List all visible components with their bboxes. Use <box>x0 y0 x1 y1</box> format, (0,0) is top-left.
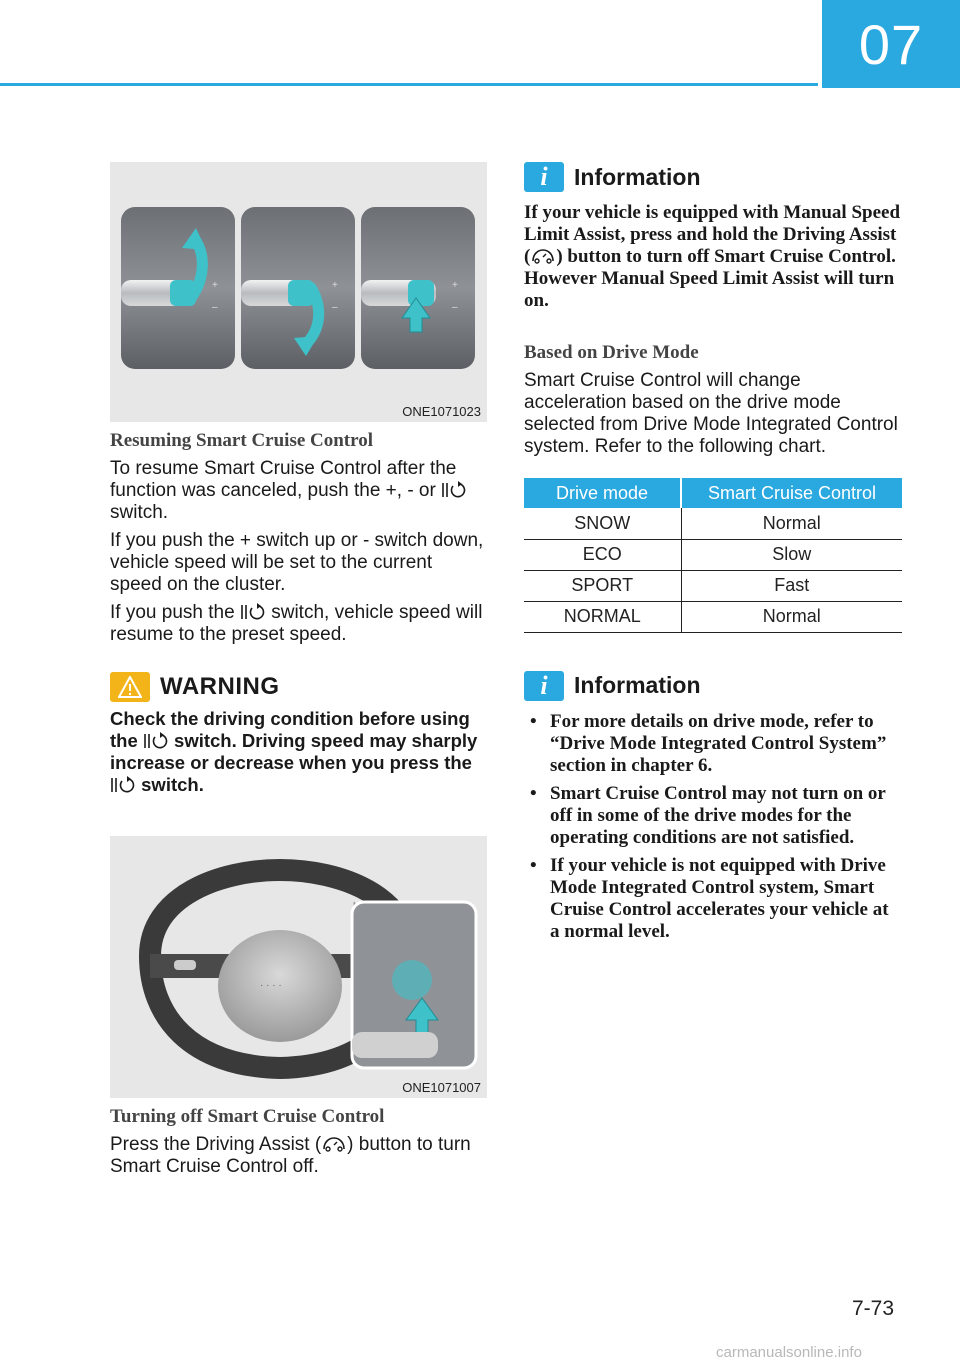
svg-text:+: + <box>212 280 218 291</box>
turn-off-paragraph: Press the Driving Assist ( ) button to turn Smart Cruise Control off. <box>110 1134 471 1177</box>
table-header-cell: Drive mode <box>524 478 681 508</box>
table-row <box>524 508 902 539</box>
drive-mode-heading: Based on Drive Mode <box>524 342 699 363</box>
table-cell: SNOW <box>524 508 681 539</box>
resume-paragraph-1: To resume Smart Cruise Control after the function was canceled, push the +, - or switch. <box>110 458 487 524</box>
switch-panel-press <box>361 207 475 369</box>
warning-header <box>110 672 487 702</box>
table-cell: ECO <box>524 539 681 570</box>
table-row <box>524 570 902 601</box>
page-number: 7-73 <box>852 1297 895 1320</box>
drive-mode-table <box>524 478 902 633</box>
table-row <box>524 539 902 570</box>
svg-text:· · · ·: · · · · <box>260 980 282 991</box>
svg-text:–: – <box>212 302 218 313</box>
steering-switch-illustration <box>110 162 487 422</box>
list-item: • Smart Cruise Control may not turn on or off in some of the drive modes for the operating conditions are not satisfied. <box>524 783 902 849</box>
chapter-tab: 07 <box>822 0 960 88</box>
switch-closeup <box>352 902 476 1068</box>
svg-text:+: + <box>452 280 458 291</box>
turn-off-heading: Turning off Smart Cruise Control <box>110 1106 385 1127</box>
information-icon: i <box>524 671 564 701</box>
table-header-cell: Smart Cruise Control <box>681 478 902 508</box>
list-item: • For more details on drive mode, refer to “Drive Mode Integrated Control System” section in chapter 6. <box>524 711 902 777</box>
warning-icon <box>110 672 150 702</box>
switch-panel-up <box>121 207 235 369</box>
right-column <box>524 162 902 949</box>
switch-panel-down <box>241 207 355 369</box>
table-cell: NORMAL <box>524 601 681 632</box>
resume-heading: Resuming Smart Cruise Control <box>110 430 374 451</box>
driving-assist-icon <box>321 1135 347 1153</box>
information-header-2 <box>524 671 902 701</box>
information-header <box>524 162 902 192</box>
svg-text:–: – <box>332 302 338 313</box>
left-column <box>110 162 487 1184</box>
svg-text:–: – <box>452 302 458 313</box>
turn-off-body <box>110 1134 487 1178</box>
table-cell: Normal <box>681 508 902 539</box>
pause-resume-icon <box>240 603 266 621</box>
figure-steering-wheel <box>110 836 487 1098</box>
pause-resume-icon <box>143 732 169 750</box>
pause-resume-icon <box>441 481 467 499</box>
figure-code: ONE1071023 <box>402 404 481 419</box>
watermark: carmanualsonline.info <box>716 1344 862 1361</box>
header-rule <box>0 83 818 86</box>
table-row <box>524 601 902 632</box>
table-header-row <box>524 478 902 508</box>
resume-paragraph-2: If you push the + switch up or - switch down, vehicle speed will be set to the current speed on the cluster. <box>110 530 484 595</box>
figure-resume-switches <box>110 162 487 422</box>
figure-code: ONE1071007 <box>402 1080 481 1095</box>
list-item: • If your vehicle is not equipped with Drive Mode Integrated Control system, Smart Cruise Control accelerates your vehicle at a normal level. <box>524 855 902 943</box>
information-bullets <box>524 711 902 943</box>
driving-assist-icon <box>530 247 556 265</box>
resume-body <box>110 458 487 646</box>
warning-text: Check the driving condition before using the switch. Driving speed may sharply increase or decrease when you press the switch. <box>110 708 478 795</box>
information-title: Information <box>574 672 701 698</box>
information-title: Information <box>574 163 701 190</box>
table-cell: Normal <box>681 601 902 632</box>
svg-text:+: + <box>332 280 338 291</box>
resume-paragraph-3: If you push the switch, vehicle speed will resume to the preset speed. <box>110 602 483 645</box>
warning-title: WARNING <box>160 673 280 700</box>
table-cell: SPORT <box>524 570 681 601</box>
steering-wheel-illustration <box>110 836 487 1098</box>
information-icon: i <box>524 162 564 192</box>
pause-resume-icon <box>110 776 136 794</box>
table-cell: Slow <box>681 539 902 570</box>
drive-mode-text: Smart Cruise Control will change acceleration based on the drive mode selected from Drive Mode Integrated Control system. Refer to the following chart. <box>524 370 898 457</box>
table-cell: Fast <box>681 570 902 601</box>
information-text: If your vehicle is equipped with Manual Speed Limit Assist, press and hold the Driving Assist ( ) button to turn off Smart Cruise Control. However Manual Speed Limit Assist will turn on. <box>524 202 901 311</box>
